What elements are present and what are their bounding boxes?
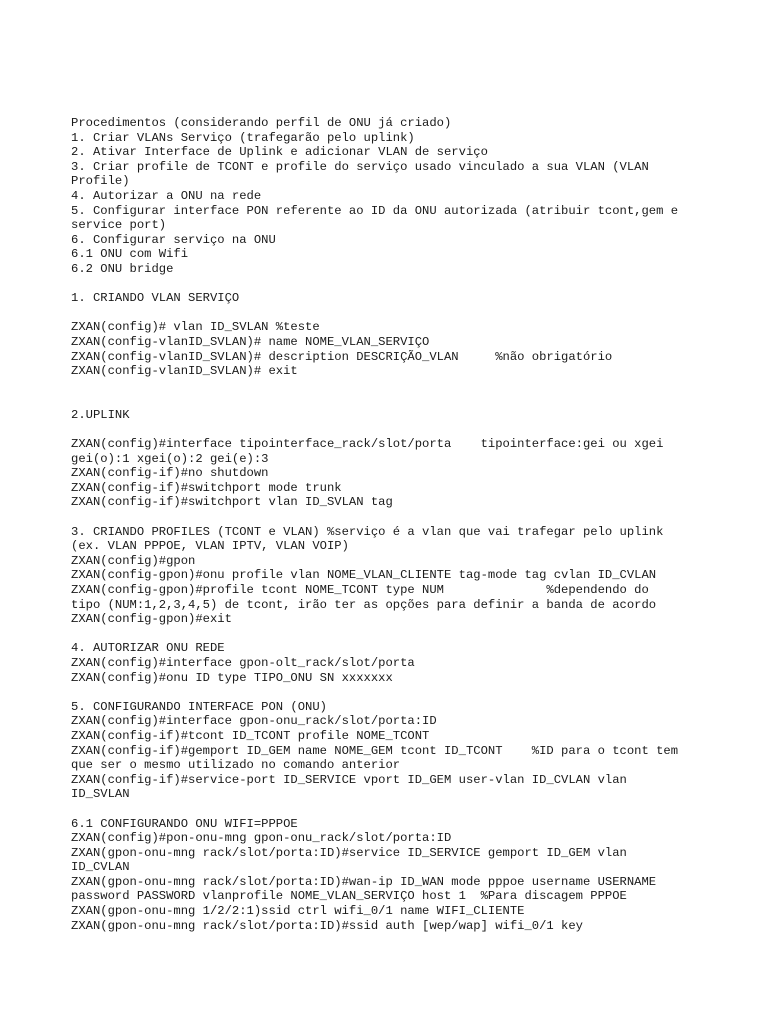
text-line: que ser o mesmo utilizado no comando anterior (71, 758, 401, 773)
blank-line (71, 422, 711, 437)
text-line: 6. Configurar serviço na ONU (71, 232, 276, 247)
text-line: 2.UPLINK (71, 407, 130, 422)
text-line: ZXAN(config-gpon)#onu profile vlan NOME_VLAN_CLIENTE tag-mode tag cvlan ID_CVLAN (71, 568, 657, 583)
text-line: ZXAN(gpon-onu-mng rack/slot/porta:ID)#wan-ip ID_WAN mode pppoe username USERNAME (71, 874, 657, 889)
text-line: tipo (NUM:1,2,3,4,5) de tcont, irão ter as opções para definir a banda de acordo (71, 597, 657, 612)
text-line: 1. Criar VLANs Serviço (trafegarão pelo uplink) (71, 130, 415, 145)
text-line: ZXAN(config)#pon-onu-mng gpon-onu_rack/slot/porta:ID (71, 831, 452, 846)
text-line: 3. Criar profile de TCONT e profile do serviço usado vinculado a sua VLAN (VLAN (71, 159, 649, 174)
text-line: ZXAN(gpon-onu-mng rack/slot/porta:ID)#ssid auth [wep/wap] wifi_0/1 key (71, 918, 583, 933)
text-line: 6.2 ONU bridge (71, 261, 174, 276)
text-line: 1. CRIANDO VLAN SERVIÇO (71, 291, 240, 306)
text-line: gei(o):1 xgei(o):2 gei(e):3 (71, 451, 269, 466)
text-line: (ex. VLAN PPPOE, VLAN IPTV, VLAN VOIP) (71, 539, 349, 554)
text-line: 5. CONFIGURANDO INTERFACE PON (ONU) (71, 699, 327, 714)
text-line: ZXAN(config)# vlan ID_SVLAN %teste (71, 320, 320, 335)
blank-line (71, 627, 711, 642)
text-line: Profile) (71, 174, 130, 189)
text-line: 3. CRIANDO PROFILES (TCONT e VLAN) %serviço é a vlan que vai trafegar pelo uplink (71, 524, 664, 539)
text-line: ZXAN(config-if)#no shutdown (71, 466, 269, 481)
text-line: ZXAN(config-if)#tcont ID_TCONT profile NOME_TCONT (71, 728, 430, 743)
text-line: 5. Configurar interface PON referente ao ID da ONU autorizada (atribuir tcont,gem e (71, 203, 679, 218)
text-line: ZXAN(config-vlanID_SVLAN)# exit (71, 364, 298, 379)
text-line: 4. AUTORIZAR ONU REDE (71, 641, 225, 656)
blank-line (71, 685, 711, 700)
text-line: ZXAN(config)#interface gpon-onu_rack/slot/porta:ID (71, 714, 437, 729)
text-line: ZXAN(config-if)#service-port ID_SERVICE vport ID_GEM user-vlan ID_CVLAN vlan (71, 772, 627, 787)
text-line: ZXAN(config-vlanID_SVLAN)# description DESCRIÇÃO_VLAN %não obrigatório (71, 349, 613, 364)
text-line: ID_CVLAN (71, 860, 130, 875)
text-line: 6.1 ONU com Wifi (71, 247, 189, 262)
blank-line (71, 379, 711, 394)
text-line: ZXAN(gpon-onu-mng 1/2/2:1)ssid ctrl wifi_0/1 name WIFI_CLIENTE (71, 904, 525, 919)
text-line: ZXAN(config-if)#switchport vlan ID_SVLAN tag (71, 495, 393, 510)
blank-line (71, 306, 711, 321)
text-line: password PASSWORD vlanprofile NOME_VLAN_SERVIÇO host 1 %Para discagem PPPOE (71, 889, 627, 904)
text-line: ZXAN(config-if)#gemport ID_GEM name NOME_GEM tcont ID_TCONT %ID para o tcont tem (71, 743, 679, 758)
text-line: service port) (71, 218, 167, 233)
text-line: ZXAN(config-if)#switchport mode trunk (71, 480, 342, 495)
text-line: ZXAN(config)#interface tipointerface_rack/slot/porta tipointerface:gei ou xgei (71, 437, 664, 452)
text-line: ZXAN(config)#onu ID type TIPO_ONU SN xxxxxxx (71, 670, 393, 685)
text-line: ID_SVLAN (71, 787, 130, 802)
text-line: 4. Autorizar a ONU na rede (71, 188, 262, 203)
text-line: ZXAN(config-gpon)#exit (71, 612, 232, 627)
text-line: ZXAN(config)#interface gpon-olt_rack/slot/porta (71, 655, 415, 670)
blank-line (71, 802, 711, 817)
blank-line (71, 393, 711, 408)
text-line: ZXAN(gpon-onu-mng rack/slot/porta:ID)#service ID_SERVICE gemport ID_GEM vlan (71, 845, 627, 860)
blank-line (71, 277, 711, 292)
text-line: ZXAN(config-vlanID_SVLAN)# name NOME_VLAN_SERVIÇO (71, 334, 430, 349)
text-line: ZXAN(config)#gpon (71, 553, 196, 568)
document-text (71, 116, 711, 933)
text-line: 2. Ativar Interface de Uplink e adicionar VLAN de serviço (71, 145, 488, 160)
text-line: ZXAN(config-gpon)#profile tcont NOME_TCONT type NUM %dependendo do (71, 583, 649, 597)
text-line: Procedimentos (considerando perfil de ONU já criado) (71, 116, 452, 130)
blank-line (71, 510, 711, 525)
text-line: 6.1 CONFIGURANDO ONU WIFI=PPPOE (71, 816, 298, 831)
